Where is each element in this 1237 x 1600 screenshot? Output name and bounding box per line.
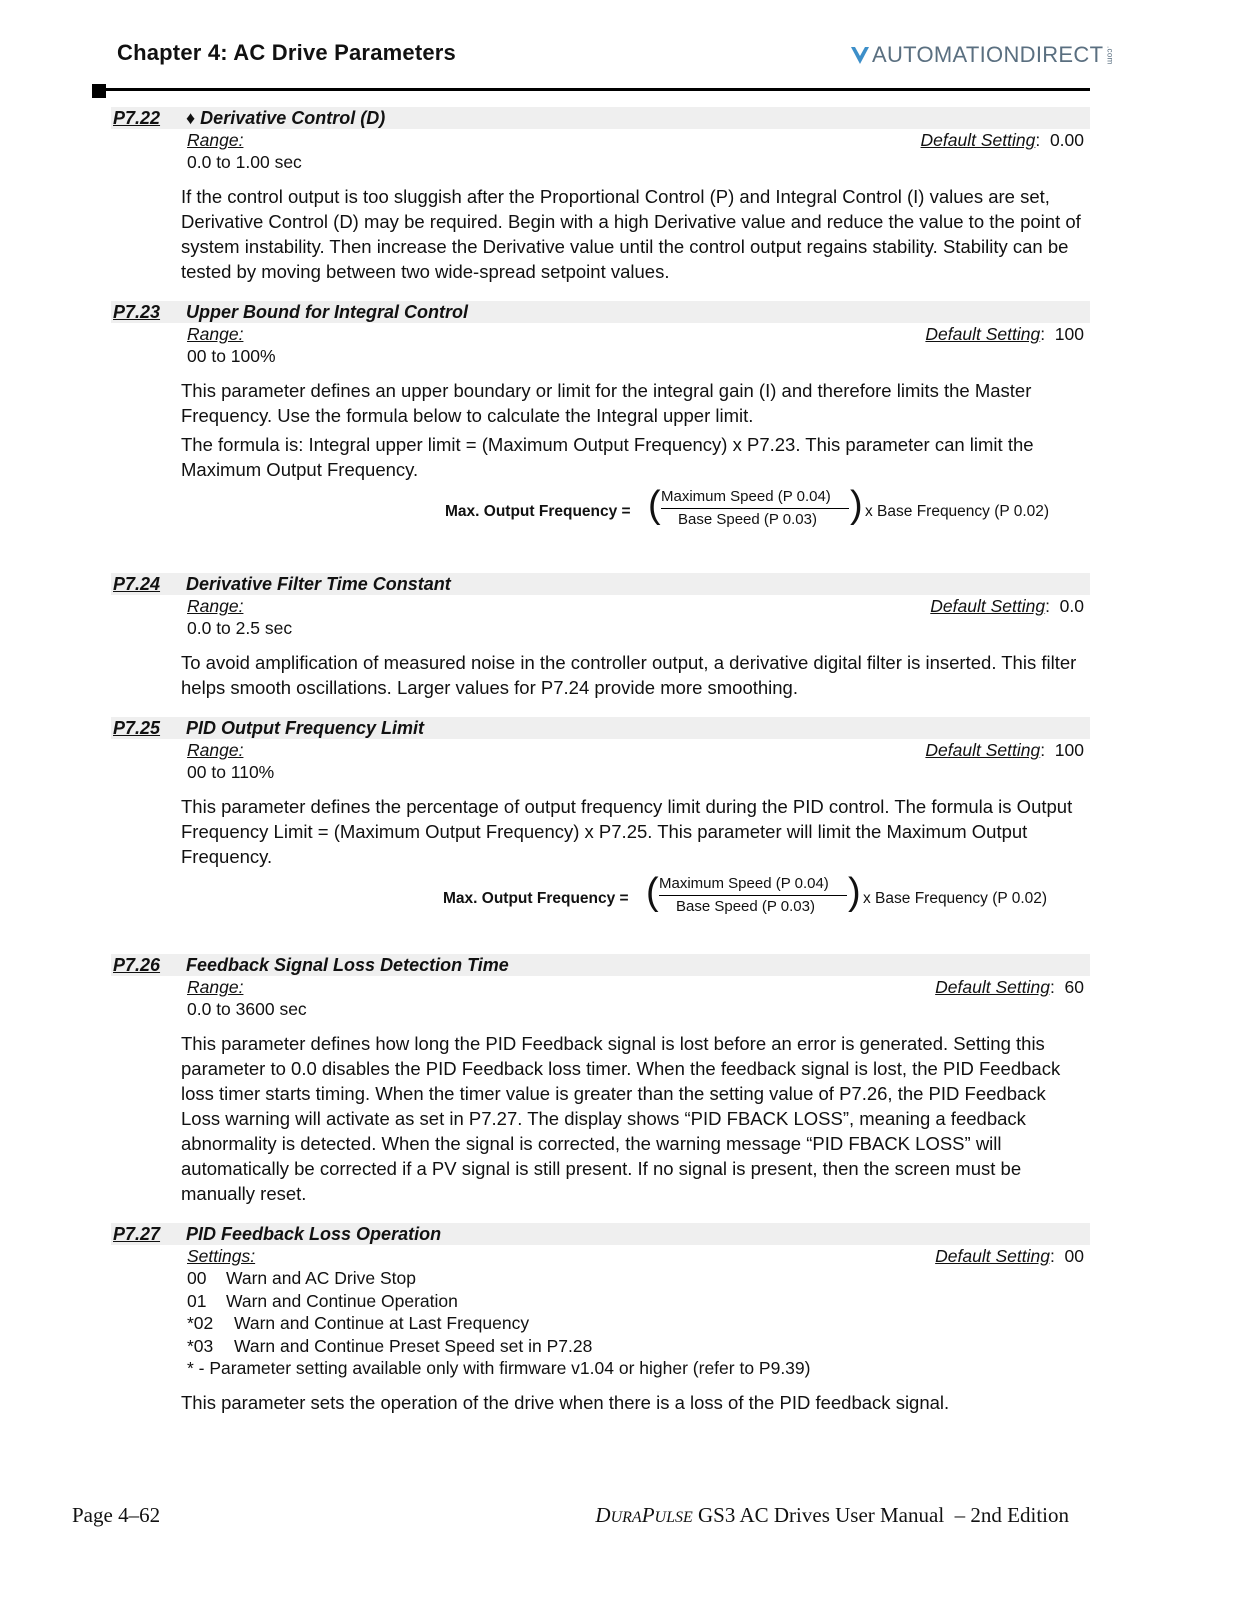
- param-header: [111, 954, 1090, 976]
- param-title: Feedback Signal Loss Detection Time: [186, 955, 509, 975]
- description-paragraph: The formula is: Integral upper limit = (Maximum Output Frequency) x P7.23. This parameter can limit the Maximum Output Frequency.: [181, 434, 1034, 480]
- formula-numerator: Maximum Speed (P 0.04): [659, 875, 829, 892]
- range-value: 00 to 100%: [187, 346, 276, 366]
- param-description: [181, 794, 1081, 869]
- range-value-row: [111, 152, 1090, 175]
- range-value: 0.0 to 3600 sec: [187, 999, 307, 1019]
- default-value: 0.0: [1059, 596, 1084, 616]
- default-setting: Default Setting: 60: [935, 977, 1084, 997]
- param-id: P7.22: [113, 108, 161, 128]
- range-value-row: [111, 999, 1090, 1022]
- setting-text: Warn and Continue Operation: [226, 1290, 458, 1311]
- brand-ura: URA: [610, 1509, 642, 1526]
- header-rule-marker: [92, 84, 106, 98]
- param-description: [181, 184, 1081, 284]
- param-description: [181, 1031, 1081, 1206]
- manual-brand: [595, 1503, 692, 1527]
- setting-text: Warn and Continue at Last Frequency: [234, 1313, 530, 1333]
- page-number: Page 4–62: [72, 1503, 161, 1527]
- formula-denominator: Base Speed (P 0.03): [678, 511, 817, 528]
- param-header: [111, 107, 1090, 129]
- description-paragraph: If the control output is too sluggish after the Proportional Control (P) and Integral Control (I) values are set, Derivative Control (D) may be required. Begin with a high Derivative value and reduce the value to the point of system instability. Then increase the Derivative value until the control output regains stability. Stability can be tested by moving between two wide-spread setpoint values.: [181, 186, 1081, 282]
- default-setting: Default Setting: 0.00: [920, 130, 1084, 150]
- formula-close-paren: ): [848, 871, 861, 913]
- formula-label: Max. Output Frequency =: [445, 503, 631, 520]
- param-id: P7.25: [113, 718, 161, 738]
- default-value: 0.00: [1049, 130, 1084, 150]
- setting-code: 01: [187, 1290, 207, 1311]
- settings-label: Settings:: [187, 1246, 256, 1266]
- param-header: [111, 573, 1090, 595]
- param-range-row: [111, 739, 1090, 762]
- brand-triangle-icon: [850, 45, 870, 65]
- formula-open-paren: (: [646, 871, 659, 913]
- param-id: P7.26: [113, 955, 161, 975]
- default-value: 100: [1054, 324, 1084, 344]
- param-header: [111, 717, 1090, 739]
- settings-footnote: * - Parameter setting available only with firmware v1.04 or higher (refer to P9.39): [187, 1358, 811, 1378]
- setting-code: 00: [187, 1268, 207, 1288]
- manual-title: [595, 1503, 1069, 1528]
- brand-d: D: [595, 1503, 611, 1527]
- range-value: 00 to 110%: [187, 762, 275, 782]
- param-description: [181, 378, 1081, 482]
- brand-name: AUTOMATIONDIRECT: [872, 42, 1104, 67]
- range-value-row: [111, 346, 1090, 369]
- range-value: 0.0 to 1.00 sec: [187, 152, 302, 172]
- default-setting: Default Setting: 100: [925, 740, 1084, 760]
- manual-title-text: GS3 AC Drives User Manual – 2nd Edition: [692, 1503, 1069, 1527]
- description-paragraph: This parameter defines the percentage of output frequency limit during the PID control. The formula is Output Frequency Limit = (Maximum Output Frequency) x P7.25. This parameter will limit the Maximum Output Frequency.: [181, 796, 1073, 867]
- setting-option: [111, 1336, 1090, 1359]
- brand-logo: [850, 40, 1114, 70]
- setting-code: *02: [187, 1313, 214, 1333]
- default-label: Default Setting: [920, 130, 1036, 150]
- default-label: Default Setting: [935, 977, 1050, 997]
- description-paragraph: This parameter defines how long the PID Feedback signal is lost before an error is generated. Setting this parameter to 0.0 disables the PID Feedback loss timer. When the feedback signal is lost, the PID Feedback loss timer starts timing. When the timer value is greater than the setting value of P7.26, the PID Feedback Loss warning will activate as set in P7.27. The display shows “PID FBACK LOSS”, meaning a feedback abnormality is detected. When the signal is corrected, the warning message “PID FBACK LOSS” will automatically be corrected if a PV signal is still present. If no signal is present, then the screen must be manually reset.: [181, 1033, 1061, 1204]
- default-label: Default Setting: [925, 324, 1041, 344]
- description-paragraph: This parameter sets the operation of the drive when there is a loss of the PID feedback signal.: [181, 1391, 950, 1413]
- param-settings-row: [111, 1245, 1090, 1268]
- settings-footnote-row: [111, 1358, 1090, 1381]
- param-p7-27: [111, 1223, 1090, 1415]
- description-paragraph: To avoid amplification of measured noise in the controller output, a derivative digital filter is inserted. This filter helps smooth oscillations. Larger values for P7.24 provide more smoothing.: [181, 652, 1077, 698]
- chapter-title: Chapter 4: AC Drive Parameters: [117, 40, 456, 65]
- param-p7-25: [111, 717, 1090, 927]
- param-id: P7.27: [113, 1224, 161, 1244]
- formula-multiplier: x Base Frequency (P 0.02): [865, 503, 1050, 520]
- param-range-row: [111, 976, 1090, 999]
- range-label: Range:: [187, 324, 244, 344]
- brand-ulse: ULSE: [654, 1509, 693, 1526]
- param-description: [181, 1390, 1081, 1415]
- formula-open-paren: (: [648, 484, 661, 526]
- setting-option: [111, 1268, 1090, 1291]
- brand-p: P: [641, 1503, 655, 1527]
- default-value: 60: [1064, 977, 1084, 997]
- param-p7-26: [111, 954, 1090, 1206]
- description-paragraph: This parameter defines an upper boundary or limit for the integral gain (I) and therefore limits the Master Frequency. Use the formula below to calculate the Integral upper limit.: [181, 380, 1032, 426]
- param-title: ♦ Derivative Control (D): [186, 108, 386, 128]
- range-label: Range:: [187, 977, 244, 997]
- default-value: 00: [1064, 1246, 1084, 1266]
- range-label: Range:: [187, 596, 244, 616]
- param-range-row: [111, 323, 1090, 346]
- range-value-row: [111, 618, 1090, 641]
- default-label: Default Setting: [935, 1246, 1050, 1266]
- param-id: P7.24: [113, 574, 161, 594]
- param-range-row: [111, 129, 1090, 152]
- param-header: [111, 1223, 1090, 1245]
- param-p7-24: [111, 573, 1090, 700]
- formula-label: Max. Output Frequency =: [443, 890, 629, 907]
- setting-option: [111, 1291, 1090, 1314]
- header-rule: [92, 88, 1090, 91]
- formula-fraction-bar: [659, 895, 847, 896]
- param-title: PID Output Frequency Limit: [186, 718, 425, 738]
- param-title: Upper Bound for Integral Control: [186, 302, 468, 322]
- max-output-frequency-formula: [111, 486, 1090, 540]
- max-output-frequency-formula: [111, 873, 1090, 927]
- formula-numerator: Maximum Speed (P 0.04): [661, 488, 831, 505]
- range-label: Range:: [187, 740, 244, 760]
- param-range-row: [111, 595, 1090, 618]
- formula-denominator: Base Speed (P 0.03): [676, 898, 815, 915]
- param-p7-22: [111, 107, 1090, 284]
- formula-fraction-bar: [661, 508, 849, 509]
- default-setting: Default Setting: 0.0: [930, 596, 1084, 616]
- default-setting: Default Setting: 00: [935, 1246, 1084, 1266]
- param-title: Derivative Filter Time Constant: [186, 574, 451, 594]
- brand-suffix: .com: [1105, 45, 1115, 65]
- param-id: P7.23: [113, 302, 161, 322]
- range-label: Range:: [187, 130, 244, 150]
- param-title: PID Feedback Loss Operation: [186, 1224, 442, 1244]
- param-description: [181, 650, 1081, 700]
- formula-multiplier: x Base Frequency (P 0.02): [863, 890, 1048, 907]
- param-header: [111, 301, 1090, 323]
- formula-close-paren: ): [850, 484, 863, 526]
- range-value: 0.0 to 2.5 sec: [187, 618, 293, 638]
- default-setting: Default Setting: 100: [925, 324, 1084, 344]
- default-label: Default Setting: [925, 740, 1041, 760]
- setting-text: Warn and Continue Preset Speed set in P7.28: [234, 1335, 593, 1356]
- range-value-row: [111, 762, 1090, 785]
- param-p7-23: [111, 301, 1090, 540]
- default-label: Default Setting: [930, 596, 1046, 616]
- setting-option: [111, 1313, 1090, 1336]
- setting-code: *03: [187, 1335, 214, 1356]
- default-value: 100: [1054, 740, 1084, 760]
- setting-text: Warn and AC Drive Stop: [226, 1268, 416, 1288]
